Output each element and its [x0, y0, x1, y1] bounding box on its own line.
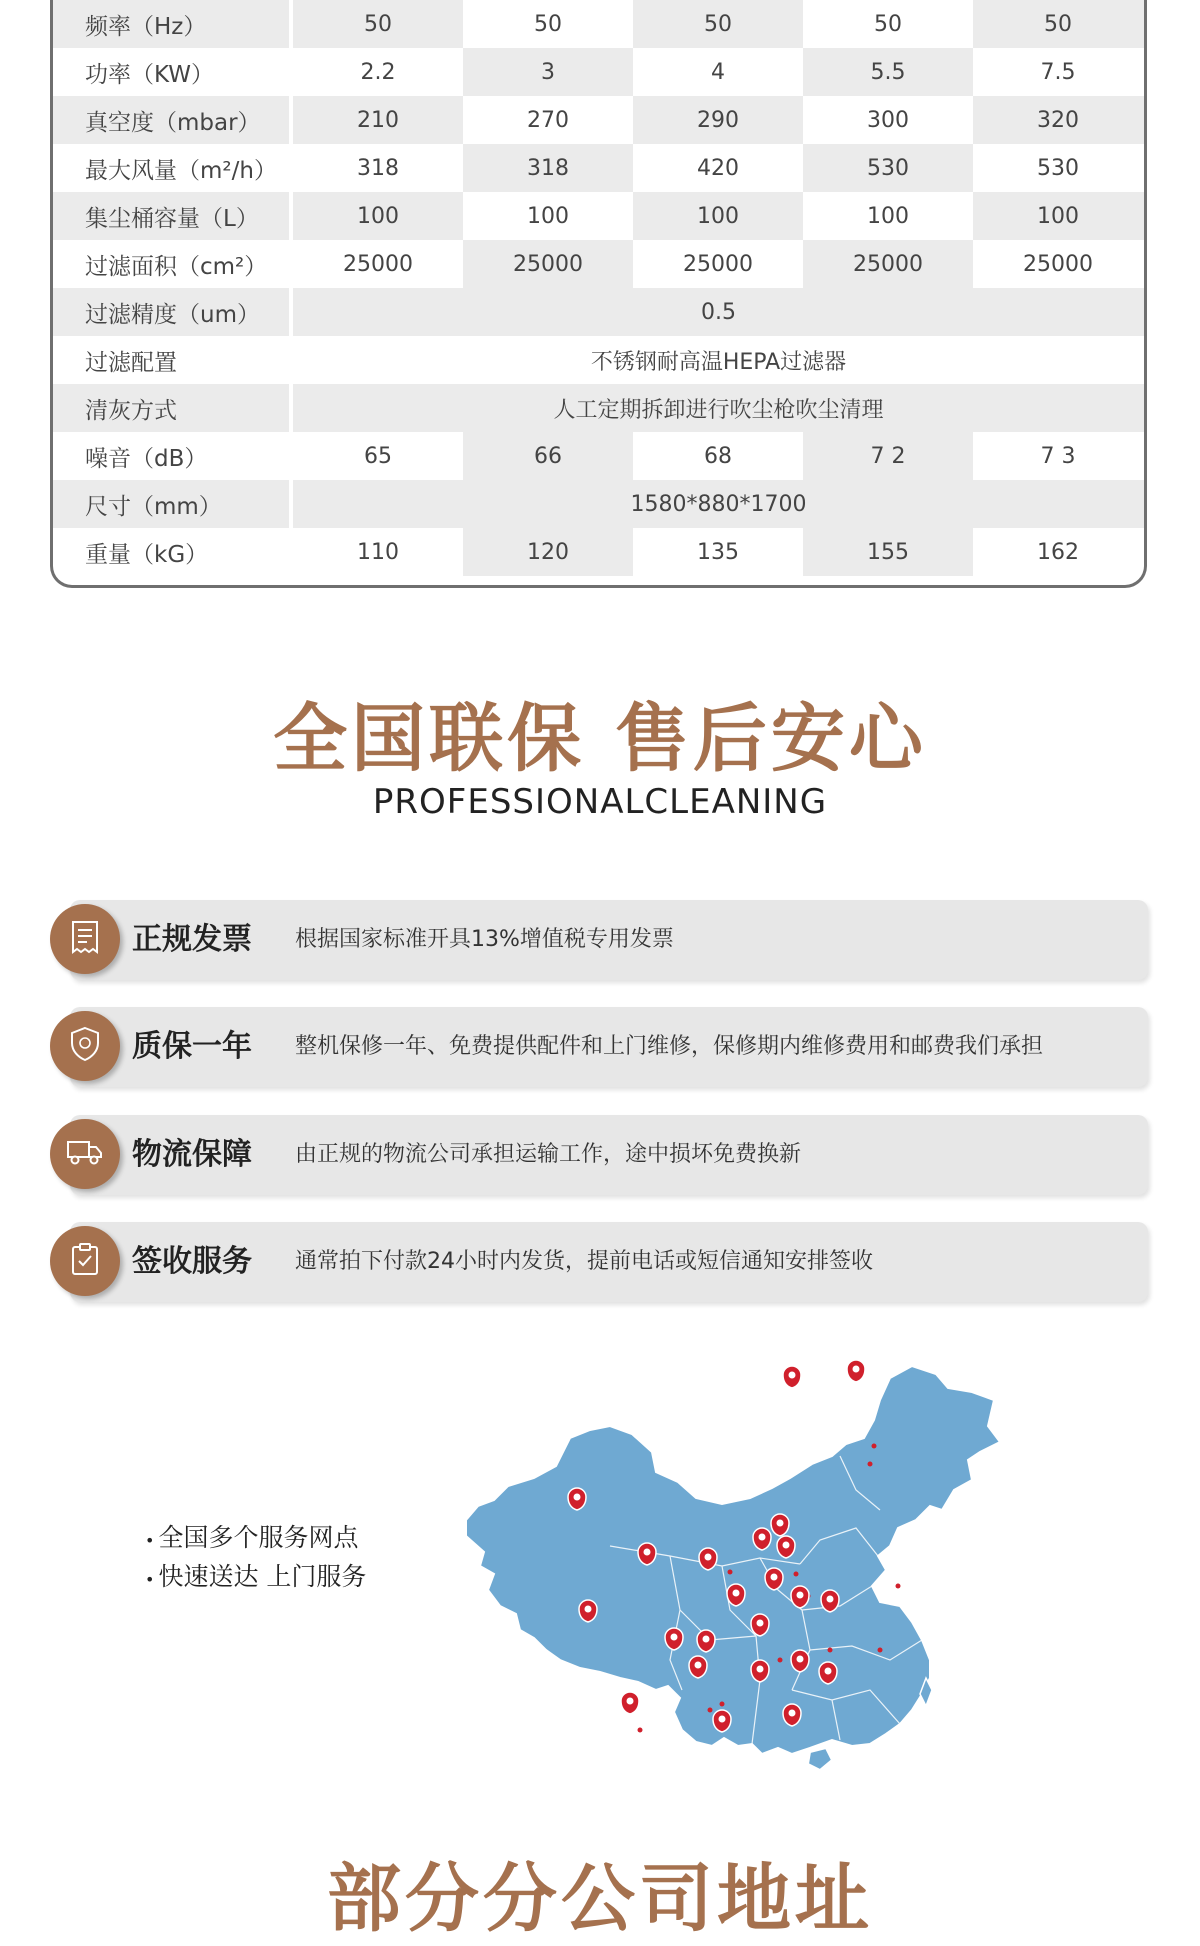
map-note: • 全国多个服务网点	[145, 1520, 366, 1559]
spec-row	[53, 480, 1144, 528]
service-title: 质保一年	[132, 1029, 252, 1064]
service-row-logistics	[50, 1115, 1148, 1195]
map-pin-icon	[751, 1660, 769, 1682]
map-pin-icon	[783, 1366, 801, 1388]
map-pin-icon	[638, 1543, 656, 1565]
truck-icon	[66, 1138, 104, 1170]
map-dot	[708, 1708, 713, 1713]
spec-row	[53, 144, 1144, 192]
spec-value: 25000	[1023, 251, 1093, 277]
spec-row	[53, 96, 1144, 144]
spec-label: 真空度（mbar）	[53, 96, 293, 144]
spec-value: 318	[357, 155, 399, 181]
spec-label: 噪音（dB）	[53, 432, 293, 480]
service-title: 签收服务	[132, 1244, 252, 1279]
spec-value: 155	[803, 528, 973, 576]
spec-value: 25000	[683, 251, 753, 277]
map-pin-icon	[727, 1584, 745, 1606]
spec-label: 重量（kG）	[53, 528, 293, 576]
map-pin-icon	[751, 1614, 769, 1636]
map-dot	[778, 1658, 783, 1663]
map-pin-icon	[821, 1590, 839, 1612]
spec-value: 420	[697, 155, 739, 181]
spec-value: 65	[364, 443, 392, 469]
map-pin-icon	[713, 1710, 731, 1732]
spec-value: 530	[803, 144, 973, 192]
clipboard-check-icon	[70, 1242, 100, 1280]
spec-label: 过滤面积（cm²）	[53, 240, 293, 288]
spec-label: 过滤精度（um）	[53, 288, 293, 336]
spec-value: 1580*880*1700	[630, 491, 807, 517]
spec-value: 4	[711, 59, 725, 85]
spec-value: 318	[463, 144, 633, 192]
spec-value: 270	[463, 96, 633, 144]
china-map-shape	[466, 1366, 1000, 1770]
spec-row	[53, 240, 1144, 288]
map-dot	[728, 1570, 733, 1575]
service-icon-badge	[50, 1119, 120, 1189]
spec-row	[53, 192, 1144, 240]
spec-value: 100	[803, 192, 973, 240]
map-note: • 快速送达 上门服务	[145, 1559, 366, 1598]
spec-value: 100	[357, 203, 399, 229]
spec-label: 集尘桶容量（L）	[53, 192, 293, 240]
shield-icon	[69, 1026, 101, 1066]
spec-value: 210	[357, 107, 399, 133]
map-pin-icon	[777, 1536, 795, 1558]
map-dot	[896, 1584, 901, 1589]
map-dot	[828, 1648, 833, 1653]
spec-value: 162	[1037, 539, 1079, 565]
service-icon-badge	[50, 1226, 120, 1296]
spec-value: 135	[697, 539, 739, 565]
spec-label: 尺寸（mm）	[53, 480, 293, 528]
spec-label: 最大风量（m²/h）	[53, 144, 293, 192]
service-description: 根据国家标准开具13%增值税专用发票	[295, 927, 674, 952]
map-pin-icon	[819, 1662, 837, 1684]
map-pin-icon	[847, 1360, 865, 1382]
spec-value: 2.2	[360, 59, 396, 85]
spec-value: 0.5	[701, 299, 736, 325]
spec-value: 25000	[343, 251, 413, 277]
spec-row	[53, 288, 1144, 336]
map-dot	[794, 1572, 799, 1577]
spec-value: 人工定期拆卸进行吹尘枪吹尘清理	[553, 397, 884, 423]
spec-value: 100	[463, 192, 633, 240]
spec-label: 频率（Hz）	[53, 0, 293, 48]
branch-address-heading: 部分分公司地址	[327, 1856, 873, 1942]
map-pin-icon	[621, 1692, 639, 1714]
spec-row	[53, 528, 1144, 576]
spec-row	[53, 384, 1144, 432]
service-description: 整机保修一年、免费提供配件和上门维修，保修期内维修费用和邮费我们承担	[295, 1034, 1044, 1059]
map-dot	[878, 1648, 883, 1653]
map-pin-icon	[765, 1568, 783, 1590]
spec-value: 50	[364, 11, 392, 37]
map-pin-icon	[665, 1628, 683, 1650]
service-icon-badge	[50, 904, 120, 974]
map-pin-icon	[689, 1656, 707, 1678]
spec-table	[53, 0, 1144, 576]
spec-value: 300	[803, 96, 973, 144]
spec-value: 100	[1037, 203, 1079, 229]
service-icon-badge	[50, 1011, 120, 1081]
spec-value: 50	[803, 0, 973, 48]
spec-value: 5.5	[803, 48, 973, 96]
spec-value: 120	[463, 528, 633, 576]
spec-value: 7 2	[803, 432, 973, 480]
map-pin-icon	[791, 1650, 809, 1672]
spec-value: 25000	[803, 240, 973, 288]
spec-value: 110	[357, 539, 399, 565]
spec-value: 100	[697, 203, 739, 229]
spec-value: 不锈钢耐高温HEPA过滤器	[590, 349, 847, 375]
invoice-icon	[70, 920, 100, 958]
spec-value: 50	[1044, 11, 1072, 37]
spec-value: 7.5	[1040, 59, 1076, 85]
spec-value: 68	[704, 443, 732, 469]
china-service-map	[460, 1360, 1000, 1800]
spec-label: 清灰方式	[53, 384, 293, 432]
spec-value: 7 3	[1040, 443, 1076, 469]
map-notes	[145, 1520, 366, 1598]
map-pin-icon	[697, 1630, 715, 1652]
spec-label: 功率（KW）	[53, 48, 293, 96]
service-row-delivery	[50, 1222, 1148, 1302]
spec-label: 过滤配置	[53, 336, 293, 384]
map-pin-icon	[783, 1704, 801, 1726]
spec-value: 290	[697, 107, 739, 133]
spec-value: 320	[1037, 107, 1079, 133]
map-pin-icon	[699, 1548, 717, 1570]
map-pin-icon	[791, 1586, 809, 1608]
spec-value: 530	[1037, 155, 1079, 181]
map-pin-icon	[579, 1600, 597, 1622]
map-dot	[872, 1444, 877, 1449]
warranty-subheading: PROFESSIONALCLEANING	[372, 782, 828, 822]
spec-row	[53, 432, 1144, 480]
spec-row	[53, 336, 1144, 384]
map-dot	[868, 1462, 873, 1467]
map-pin-icon	[568, 1488, 586, 1510]
service-title: 正规发票	[132, 922, 252, 957]
service-description: 通常拍下付款24小时内发货，提前电话或短信通知安排签收	[295, 1249, 873, 1274]
warranty-heading: 全国联保 售后安心	[273, 696, 927, 782]
spec-row	[53, 0, 1144, 48]
service-row-invoice	[50, 900, 1148, 980]
spec-value: 66	[463, 432, 633, 480]
spec-value: 25000	[463, 240, 633, 288]
spec-value: 50	[704, 11, 732, 37]
map-pin-icon	[753, 1528, 771, 1550]
service-description: 由正规的物流公司承担运输工作，途中损坏免费换新	[295, 1142, 802, 1167]
spec-row	[53, 48, 1144, 96]
map-dot	[720, 1702, 725, 1707]
spec-value: 50	[463, 0, 633, 48]
spec-value: 3	[463, 48, 633, 96]
service-row-warranty	[50, 1007, 1148, 1087]
map-pin-icon	[771, 1514, 789, 1536]
service-title: 物流保障	[132, 1137, 252, 1172]
map-dot	[638, 1728, 643, 1733]
